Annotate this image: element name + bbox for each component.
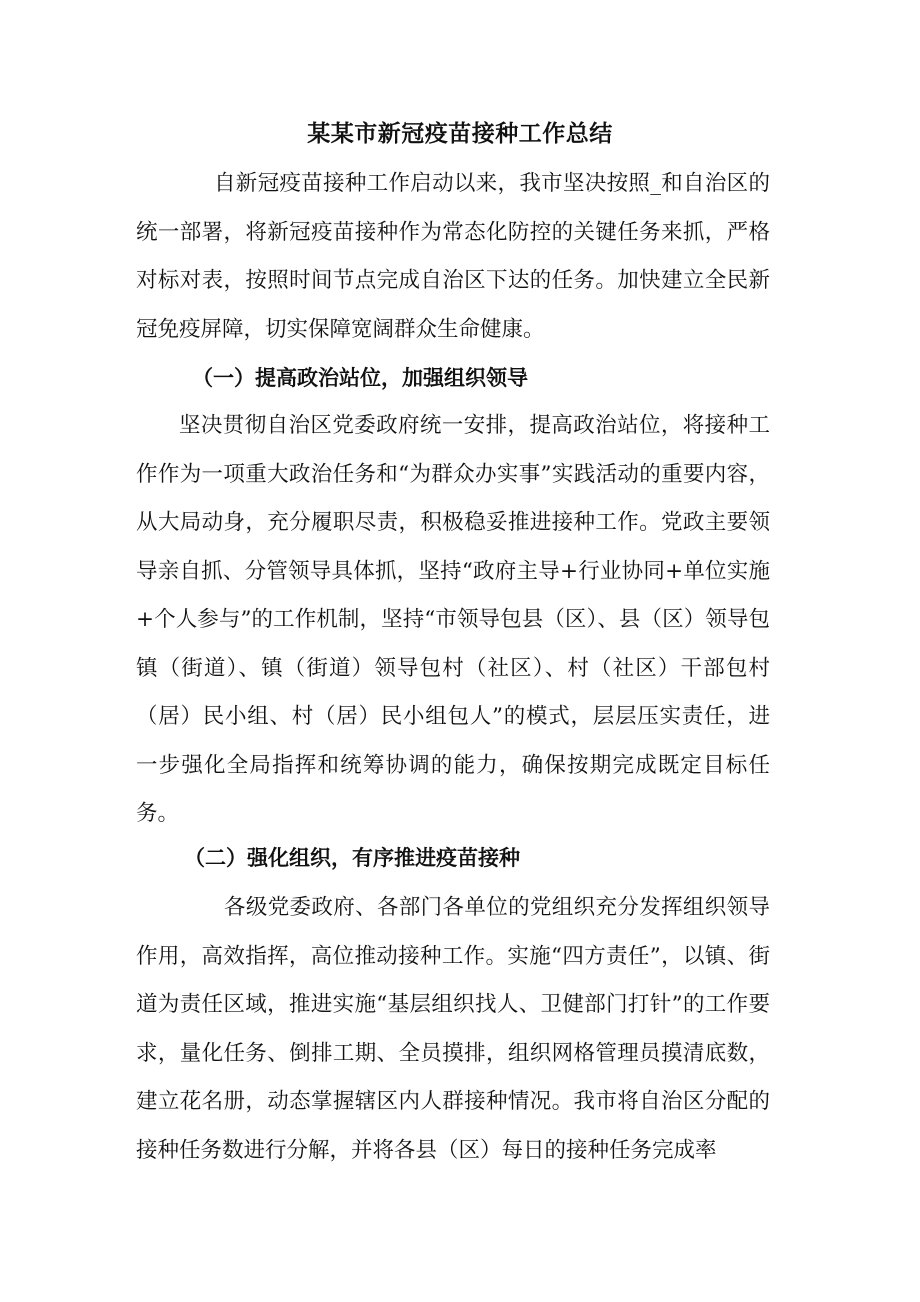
section-2-body: 各级党委政府、各部门各单位的党组织充分发挥组织领导作用，高效指挥，高位推动接种工作。实施“四方责任”，以镇、街道为责任区域，推进实施“基层组织找人、卫健部门打针”的工作要求，量化任务、倒排工期、全员摸排，组织网格管理员摸清底数，建立花名册，动态掌握辖区内人群接种情况。我市将自治区分配的接种任务数进行分解，并将各县（区）每日的接种任务完成率 bbox=[136, 895, 770, 1163]
document-title: 某某市新冠疫苗接种工作总结 bbox=[307, 120, 613, 147]
section-2-heading: （二）强化组织，有序推进疫苗接种 bbox=[184, 845, 520, 870]
section-1-heading: （一）提高政治站位，加强组织领导 bbox=[192, 365, 528, 390]
intro-paragraph: 自新冠疫苗接种工作启动以来，我市坚决按照_和自治区的统一部署，将新冠疫苗接种作为常态化防控的关键任务来抓，严格对标对表，按照时间节点完成自治区下达的任务。加快建立全民新冠免疫屏障，切实保障宽阔群众生命健康。 bbox=[136, 171, 770, 342]
section-1-body: 坚决贯彻自治区党委政府统一安排，提高政治站位，将接种工作作为一项重大政治任务和“为群众办实事”实践活动的重要内容，从大局动身，充分履职尽责，积极稳妥推进接种工作。党政主要领导亲自抓、分管领导具体抓，坚持“政府主导+行业协同+单位实施+个人参与”的工作机制，坚持“市领导包县（区）、县（区）领导包镇（街道）、镇（街道）领导包村（社区）、村（社区）干部包村（居）民小组、村（居）民小组包人”的模式，层层压实责任，进一步强化全局指挥和统筹协调的能力，确保按期完成既定目标任务。 bbox=[136, 413, 770, 826]
